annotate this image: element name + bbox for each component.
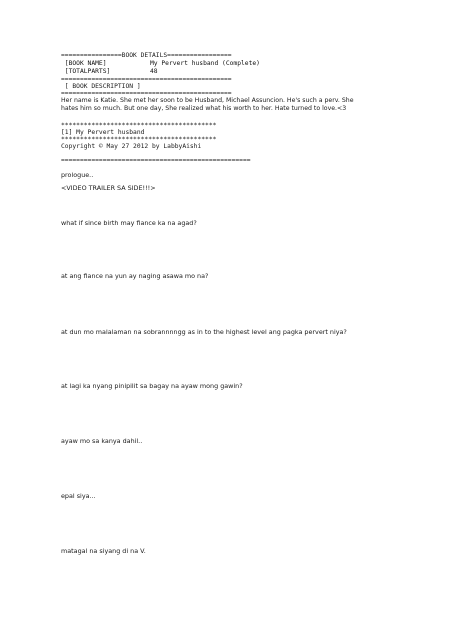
stars-divider: ***************************************** [61,122,217,129]
book-details-header: ================BOOK DETAILS================= [61,52,232,59]
story-paragraph: matagal na siyang di na V. [61,547,146,555]
rule-line: ============================================= [61,90,232,97]
story-paragraph: prologue.. [61,171,94,179]
story-paragraph: what if since birth may fiance ka na agad? [61,219,197,227]
total-parts-key: [TOTALPARTS] [61,68,111,75]
section-divider: ================================================== [61,157,251,164]
book-description-line: Her name is Katie. She met her soon to be Husband, Michael Assuncion. He's such a perv. She [61,97,354,104]
book-description-label: [ BOOK DESCRIPTION ] [61,83,141,90]
story-paragraph: <VIDEO TRAILER SA SIDE!!!> [61,184,156,192]
story-paragraph: epal siya... [61,492,96,500]
story-paragraph: at lagi ka nyang pinipilit sa bagay na ayaw mong gawin? [61,382,243,390]
story-paragraph: at ang fiance na yun ay naging asawa mo na? [61,272,209,280]
story-paragraph: at dun mo malalaman na sobrannnngg as in to the highest level ang pagka pervert niya? [61,328,347,336]
book-name-key: [BOOK NAME] [61,60,107,67]
chapter-title: [1] My Pervert husband [61,129,145,136]
rule-line: ============================================= [61,76,232,83]
stars-divider: ***************************************** [61,136,217,143]
story-paragraph: ayaw mo sa kanya dahil.. [61,437,143,445]
book-name-value: My Pervert husband (Complete) [150,60,260,67]
copyright-line: Copyright © May 27 2012 by LabbyAishi [61,143,202,150]
book-description-line: hates him so much. But one day, She realized what his worth to her. Hate turned to love.<3 [61,105,347,112]
total-parts-value: 48 [150,68,158,75]
